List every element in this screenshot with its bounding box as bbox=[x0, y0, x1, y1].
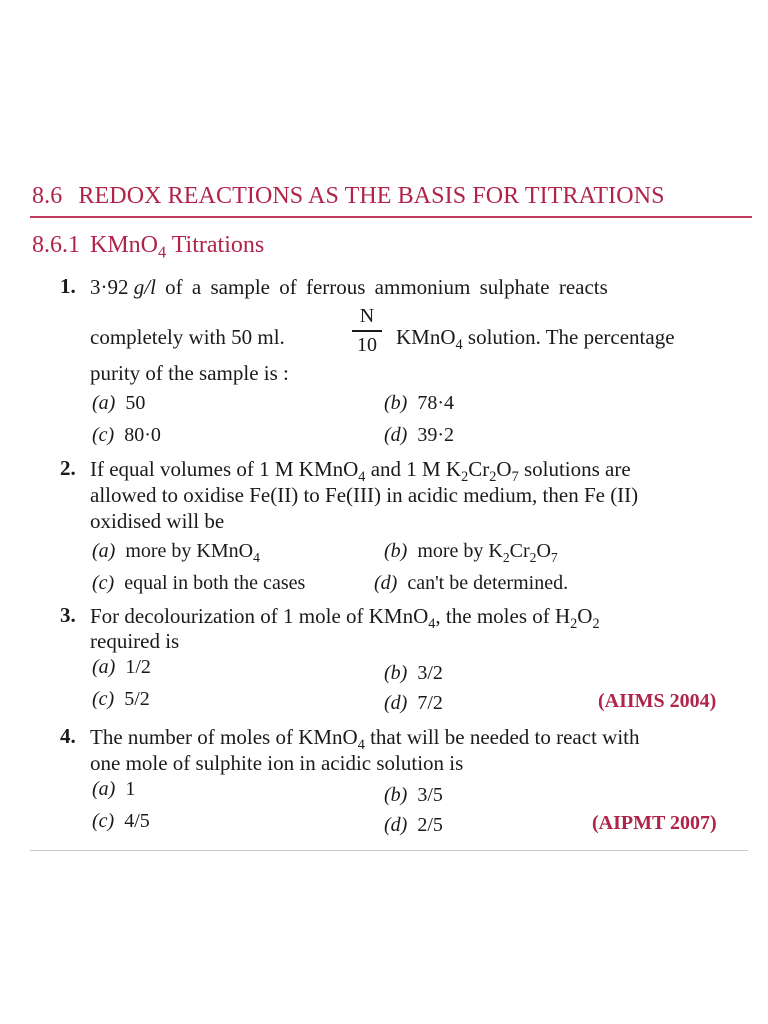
question-4-line-2: one mole of sulphite ion in acidic solution is bbox=[90, 751, 464, 775]
q3-option-b-value: 3/2 bbox=[417, 662, 443, 684]
q2-option-d-label: (d) bbox=[374, 572, 398, 594]
question-4-number: 4. bbox=[60, 724, 76, 748]
q4-option-a bbox=[92, 778, 135, 801]
q1-unit: g/l bbox=[133, 275, 156, 299]
question-2-line-2: allowed to oxidise Fe(II) to Fe(III) in acidic medium, then Fe (II) bbox=[90, 483, 639, 507]
q4-option-d-value: 2/5 bbox=[417, 814, 443, 836]
q1-text-a: 3·92 bbox=[90, 275, 134, 299]
q4-text-b: that will be needed to react with bbox=[364, 725, 640, 749]
q4-source-citation: (AIPMT 2007) bbox=[592, 812, 717, 834]
q2-text-b: and 1 M K bbox=[365, 457, 462, 481]
q1-option-d-value: 39·2 bbox=[417, 424, 454, 446]
q1-option-a-value: 50 bbox=[125, 392, 146, 414]
q2-option-b-value: more by K bbox=[417, 540, 503, 562]
subsection-number: 8.6.1 bbox=[32, 232, 80, 258]
q4-option-c bbox=[92, 810, 150, 833]
question-2-line-3: oxidised will be bbox=[90, 509, 225, 533]
q3-option-a-label: (a) bbox=[92, 656, 116, 678]
subsection-title-prefix: KMnO bbox=[90, 232, 159, 258]
q3-option-c-value: 5/2 bbox=[124, 688, 150, 710]
q4-option-b-label: (b) bbox=[384, 784, 408, 806]
q3-option-b-label: (b) bbox=[384, 662, 408, 684]
q2-option-a-value: more by KMnO bbox=[125, 540, 254, 562]
q3-option-a bbox=[92, 656, 151, 679]
q3-option-a-value: 1/2 bbox=[125, 656, 151, 678]
q3-text-c: O bbox=[577, 604, 593, 628]
q1-kmno-sub: 4 bbox=[455, 336, 463, 353]
q3-option-c bbox=[92, 688, 150, 711]
q4-option-c-label: (c) bbox=[92, 810, 115, 832]
q2-sub-2: 2 bbox=[461, 468, 469, 485]
question-1-line-2a: completely with 50 ml. bbox=[90, 325, 285, 349]
q2-option-a-label: (a) bbox=[92, 540, 116, 562]
section-title-text: REDOX REACTIONS AS THE BASIS FOR TITRATIONS bbox=[78, 183, 665, 209]
q2-option-b bbox=[384, 540, 558, 563]
q3-option-d-value: 7/2 bbox=[417, 692, 443, 714]
q2-option-d-value: can't be determined. bbox=[407, 572, 569, 594]
section-number: 8.6 bbox=[32, 183, 63, 209]
q3-sub-1: 4 bbox=[428, 615, 436, 632]
q4-option-d-label: (d) bbox=[384, 814, 408, 836]
q3-option-c-label: (c) bbox=[92, 688, 115, 710]
q4-option-a-label: (a) bbox=[92, 778, 116, 800]
q1-option-a-label: (a) bbox=[92, 392, 116, 414]
q4-option-c-value: 4/5 bbox=[124, 810, 150, 832]
q1-option-b bbox=[384, 392, 454, 415]
subsection-title-sub: 4 bbox=[158, 242, 167, 262]
section-divider bbox=[30, 216, 752, 218]
q1-option-c-value: 80·0 bbox=[124, 424, 161, 446]
q2-sub-3: 2 bbox=[489, 468, 497, 485]
q2-option-d bbox=[374, 572, 568, 595]
q3-text-b: , the moles of H bbox=[435, 604, 571, 628]
q3-source-citation: (AIIMS 2004) bbox=[598, 690, 717, 712]
q2-text-d: O bbox=[496, 457, 512, 481]
section-heading bbox=[32, 183, 750, 210]
q2-option-b-sub: 2 bbox=[502, 549, 510, 565]
q2-option-c-label: (c) bbox=[92, 572, 115, 594]
q4-option-b bbox=[384, 784, 443, 807]
question-1-number: 1. bbox=[60, 274, 76, 298]
question-3-number: 3. bbox=[60, 603, 76, 627]
q2-option-a-sub: 4 bbox=[253, 549, 260, 565]
q2-option-b-sub3: 7 bbox=[550, 549, 558, 565]
q4-option-b-value: 3/5 bbox=[417, 784, 443, 806]
q1-option-b-label: (b) bbox=[384, 392, 408, 414]
q2-text-a: If equal volumes of 1 M KMnO bbox=[90, 457, 359, 481]
q1-fraction-denominator: 10 bbox=[357, 333, 377, 356]
q2-sub-1: 4 bbox=[358, 468, 366, 485]
q2-text-e: solutions are bbox=[518, 457, 631, 481]
q2-option-b-value2: Cr bbox=[509, 540, 530, 562]
subsection-title-suffix: Titrations bbox=[166, 232, 265, 258]
q4-option-a-value: 1 bbox=[125, 778, 136, 800]
q2-option-a bbox=[92, 540, 260, 563]
q1-fraction bbox=[352, 305, 382, 357]
q2-option-b-sub2: 2 bbox=[529, 549, 537, 565]
q3-option-d-label: (d) bbox=[384, 692, 408, 714]
q1-fraction-bar bbox=[352, 330, 382, 332]
q3-text-a: For decolourization of 1 mole of KMnO bbox=[90, 604, 429, 628]
q1-text-b: of a sample of ferrous ammonium sulphate reacts bbox=[155, 275, 608, 299]
q2-option-b-label: (b) bbox=[384, 540, 408, 562]
q2-text-c: Cr bbox=[468, 457, 490, 481]
question-1-line-1 bbox=[90, 274, 608, 300]
q3-option-d bbox=[384, 692, 443, 715]
q1-option-d bbox=[384, 424, 454, 447]
question-3-line-1 bbox=[90, 603, 600, 632]
question-1-line-3: purity of the sample is : bbox=[90, 361, 289, 385]
q2-option-c-value: equal in both the cases bbox=[124, 572, 306, 594]
q2-option-c bbox=[92, 572, 305, 595]
question-4-line-1 bbox=[90, 724, 640, 753]
q1-option-b-value: 78·4 bbox=[417, 392, 454, 414]
q4-sub-1: 4 bbox=[357, 736, 365, 753]
q2-sub-4: 7 bbox=[511, 468, 519, 485]
q2-option-b-value3: O bbox=[536, 540, 551, 562]
q1-kmno: KMnO bbox=[396, 325, 456, 349]
q3-sub-2: 2 bbox=[570, 615, 578, 632]
q1-option-d-label: (d) bbox=[384, 424, 408, 446]
question-1-line-2b bbox=[396, 324, 675, 353]
q1-option-c bbox=[92, 424, 161, 447]
question-2-number: 2. bbox=[60, 456, 76, 480]
page-bottom-divider bbox=[30, 850, 748, 851]
q4-option-d bbox=[384, 814, 443, 837]
question-3-line-2: required is bbox=[90, 629, 180, 653]
subsection-heading bbox=[32, 232, 265, 262]
q3-option-b bbox=[384, 662, 443, 685]
q4-text-a: The number of moles of KMnO bbox=[90, 725, 358, 749]
q1-option-c-label: (c) bbox=[92, 424, 115, 446]
q3-sub-3: 2 bbox=[592, 615, 600, 632]
question-2-line-1 bbox=[90, 456, 631, 485]
q1-fraction-numerator: N bbox=[359, 305, 375, 327]
q1-text-c: solution. The percentage bbox=[462, 325, 675, 349]
q1-option-a bbox=[92, 392, 145, 415]
